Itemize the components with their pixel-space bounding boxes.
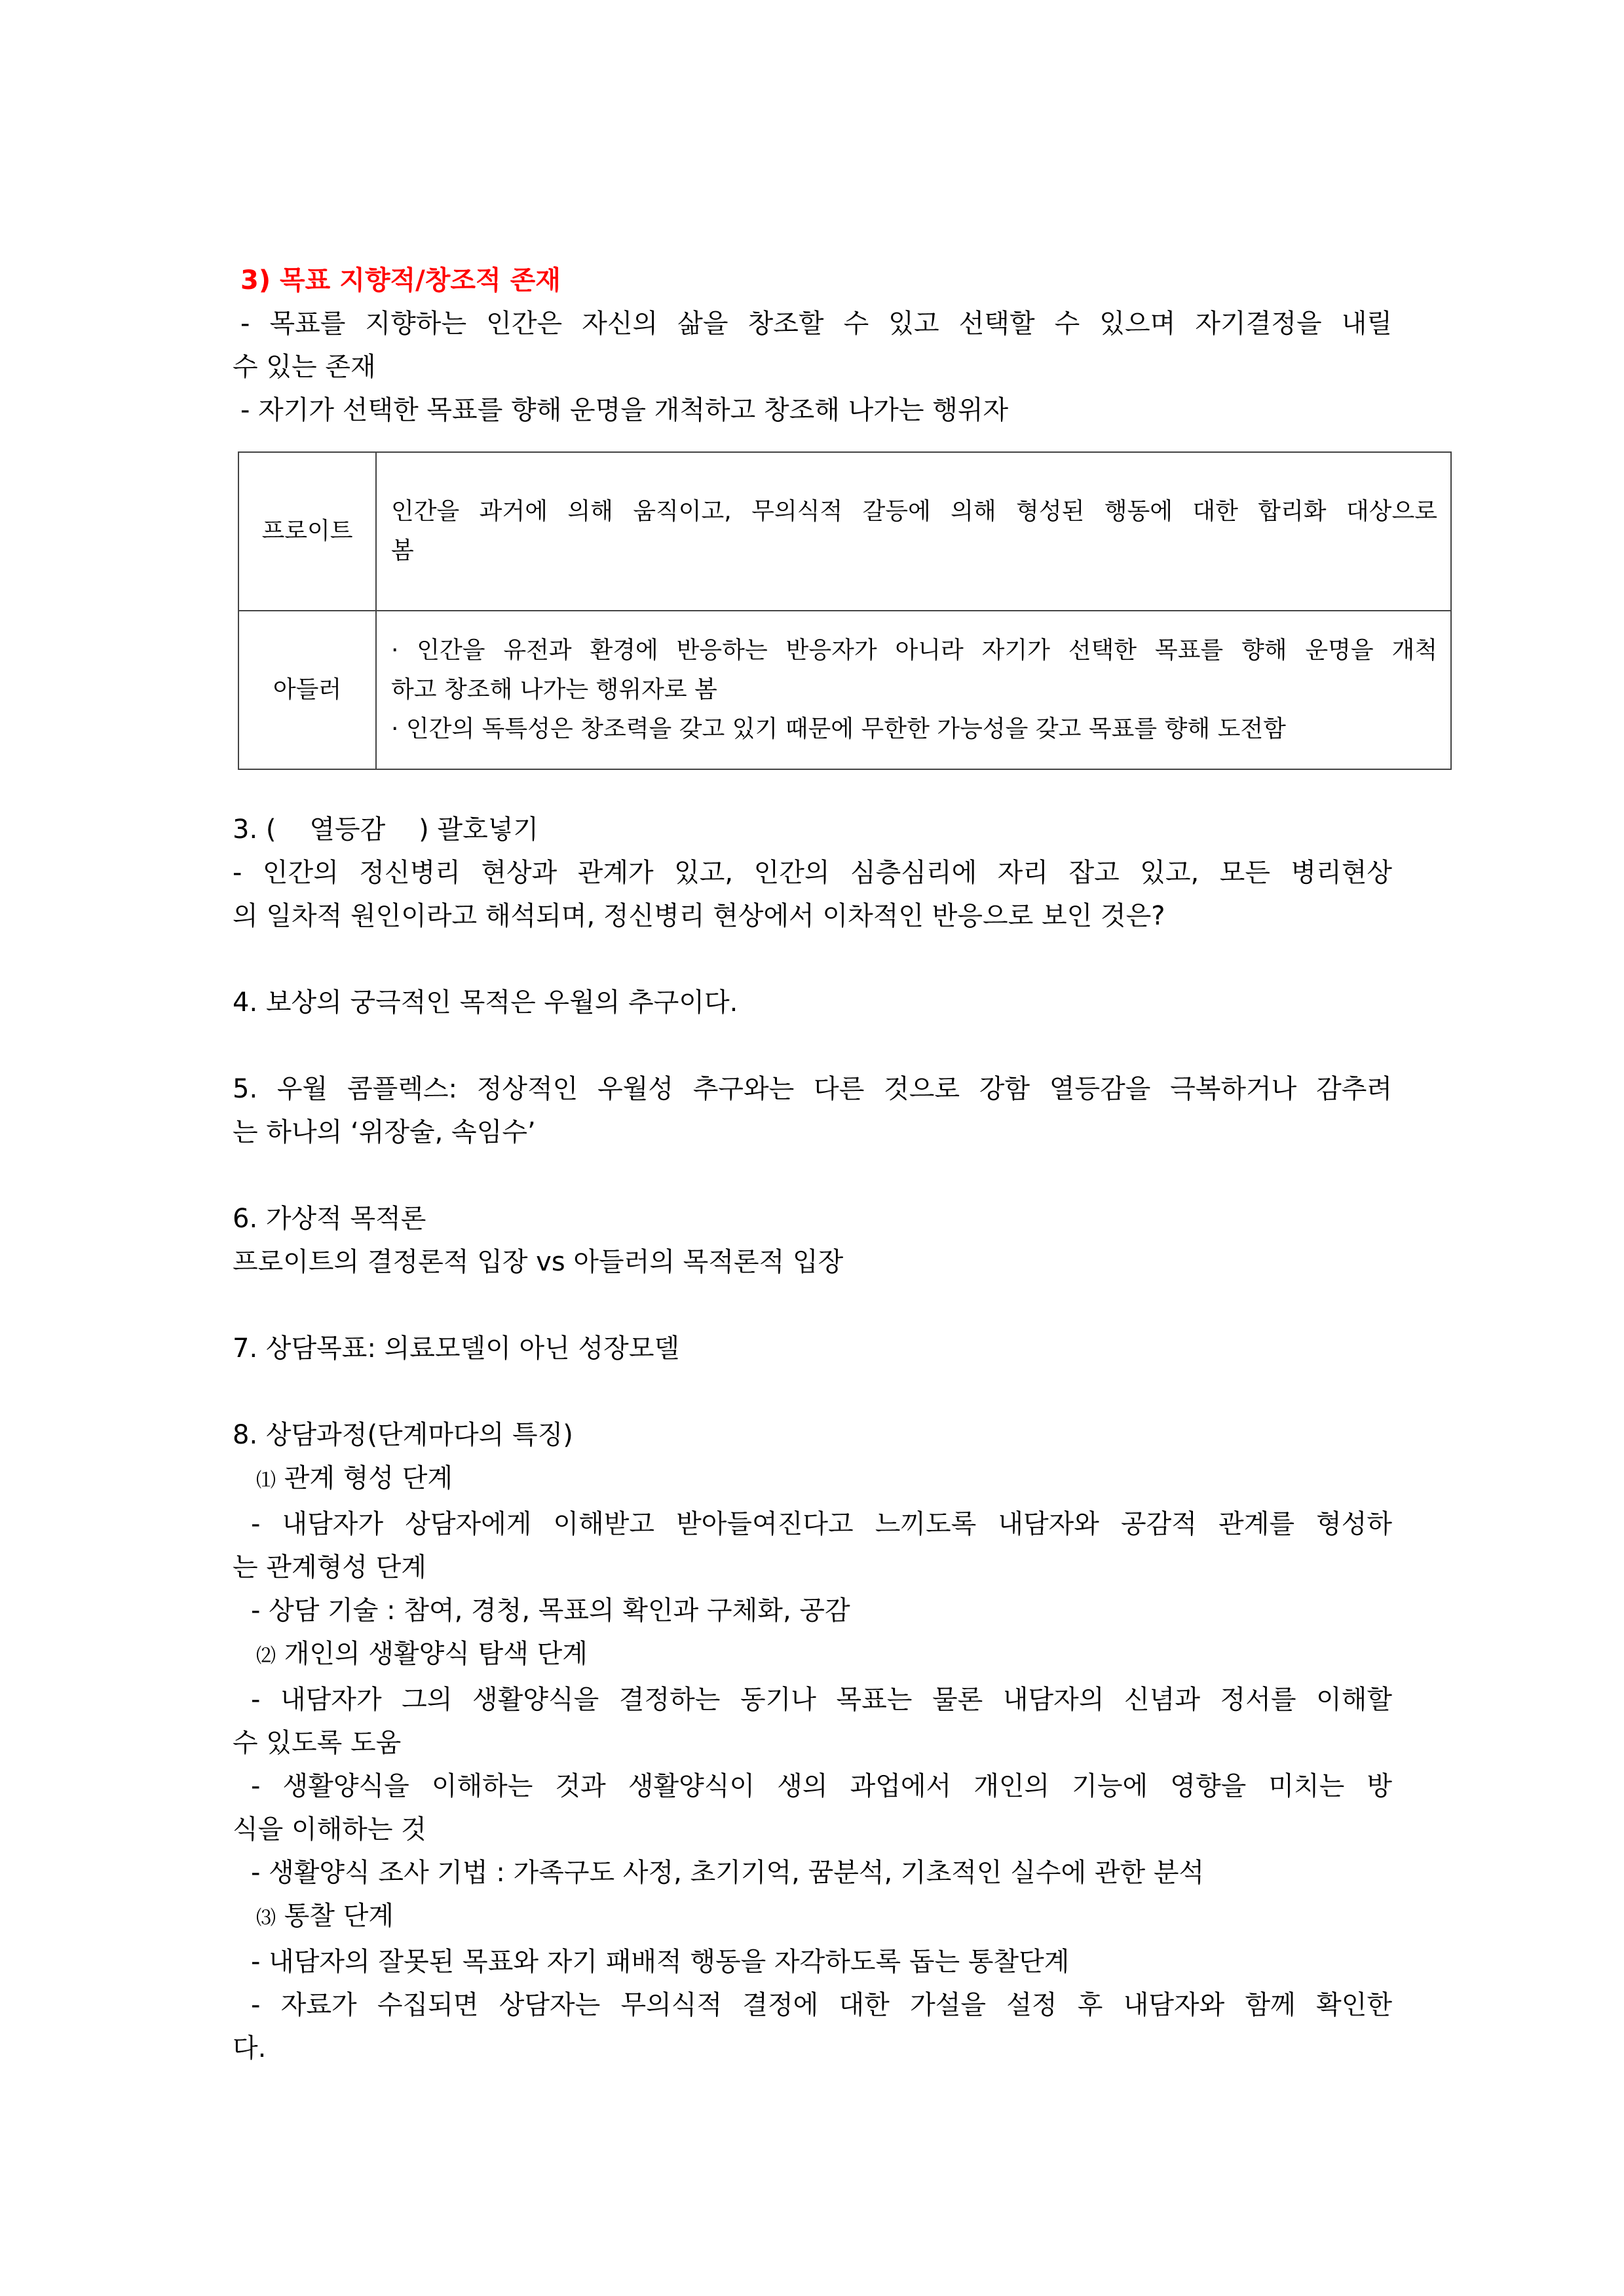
stage2-line-4: 식을 이해하는 것: [233, 1814, 426, 1845]
table-cell-line: 봄: [391, 537, 414, 564]
section-line-3: - 자기가 선택한 목표를 향해 운명을 개척하고 창조해 나가는 행위자: [240, 395, 1009, 425]
stage2-title: [233, 1632, 1392, 1678]
stage3-line-3: 다.: [233, 2033, 267, 2063]
stage1-line-3: - 상담 기술 : 참여, 경청, 목표의 확인과 구체화, 공감: [251, 1596, 850, 1626]
item5-line-1: 5. 우월 콤플렉스: 정상적인 우월성 추구와는 다른 것으로 강함 열등감을 극복하거나 감추려: [233, 1074, 1392, 1104]
stage1-title: [233, 1457, 1392, 1502]
stage2-title-text: 개인의 생활양식 탐색 단계: [284, 1639, 588, 1669]
table-row-desc-adler: [376, 611, 1451, 769]
table-cell-line: 하고 창조해 나가는 행위자로 봄: [391, 676, 717, 703]
blank-line: [233, 1284, 1392, 1327]
item3-title: 3. ( 열등감 ) 괄호넣기: [233, 814, 539, 845]
stage2-line-3: - 생활양식을 이해하는 것과 생활양식이 생의 과업에서 개인의 기능에 영향을 미치는 방: [251, 1771, 1392, 1801]
item4-text: 4. 보상의 궁극적인 목적은 우월의 추구이다.: [233, 987, 738, 1018]
stage3-title-text: 통찰 단계: [284, 1901, 394, 1931]
section-line-2: 수 있는 존재: [233, 352, 376, 382]
stage2-line-5: - 생활양식 조사 기법 : 가족구도 사정, 초기기억, 꿈분석, 기초적인 실수에 관한 분석: [251, 1858, 1205, 1888]
blank-line: [233, 1370, 1392, 1413]
item6-line: 프로이트의 결정론적 입장 vs 아들러의 목적론적 입장: [233, 1247, 844, 1277]
document-body: [233, 259, 1437, 2070]
blank-line: [233, 938, 1392, 981]
item5-line-2: 는 하나의 ‘위장술, 속임수’: [233, 1117, 536, 1147]
stage2-line-2: 수 있도록 도움: [233, 1728, 402, 1758]
item7-text: 7. 상담목표: 의료모델이 아닌 성장모델: [233, 1333, 680, 1364]
stage3-title: [233, 1894, 1392, 1940]
table-row-desc-freud: [376, 452, 1451, 611]
item3-line-2: 의 일차적 원인이라고 해석되며, 정신병리 현상에서 이차적인 반응으로 보인 것은?: [233, 901, 1165, 931]
table-cell-line: 인간을 과거에 의해 움직이고, 무의식적 갈등에 의해 형성된 행동에 대한 합리화 대상으로: [391, 498, 1437, 525]
stage2-line-1: - 내담자가 그의 생활양식을 결정하는 동기나 목표는 물론 내담자의 신념과 정서를 이해할: [251, 1685, 1392, 1715]
table-row-label-freud: 프로이트: [238, 452, 376, 611]
table-cell-line: · 인간을 유전과 환경에 반응하는 반응자가 아니라 자기가 선택한 목표를 향해 운명을 개척: [391, 637, 1437, 664]
item3-line-1: - 인간의 정신병리 현상과 관계가 있고, 인간의 심층심리에 자리 잡고 있고, 모든 병리현상: [233, 858, 1392, 888]
stage3-marker: ⑶: [256, 1907, 276, 1930]
table-row-label-adler: 아들러: [238, 611, 376, 769]
stage3-line-2: - 자료가 수집되면 상담자는 무의식적 결정에 대한 가설을 설정 후 내담자와 함께 확인한: [251, 1990, 1392, 2020]
section-line-1: - 목표를 지향하는 인간은 자신의 삶을 창조할 수 있고 선택할 수 있으며 자기결정을 내릴: [240, 309, 1392, 339]
table-row: [238, 611, 1451, 769]
stage2-marker: ⑵: [256, 1645, 276, 1668]
table-row: [238, 452, 1451, 611]
stage3-line-1: - 내담자의 잘못된 목표와 자기 패배적 행동을 자각하도록 돕는 통찰단계: [251, 1947, 1070, 1977]
stage1-title-text: 관계 형성 단계: [284, 1463, 453, 1493]
stage1-line-1: - 내담자가 상담자에게 이해받고 받아들여진다고 느끼도록 내담자와 공감적 관계를 형성하: [251, 1509, 1392, 1539]
table-cell-line: · 인간의 독특성은 창조력을 갖고 있기 때문에 무한한 가능성을 갖고 목표를 향해 도전함: [391, 716, 1286, 742]
item6-title: 6. 가상적 목적론: [233, 1204, 426, 1234]
item8-title: 8. 상담과정(단계마다의 특징): [233, 1420, 573, 1450]
blank-line: [233, 1154, 1392, 1197]
blank-line: [233, 1024, 1392, 1067]
section-heading: 3) 목표 지향적/창조적 존재: [240, 265, 561, 296]
comparison-table: [238, 451, 1452, 770]
stage1-line-2: 는 관계형성 단계: [233, 1552, 426, 1582]
stage1-marker: ⑴: [256, 1469, 276, 1492]
